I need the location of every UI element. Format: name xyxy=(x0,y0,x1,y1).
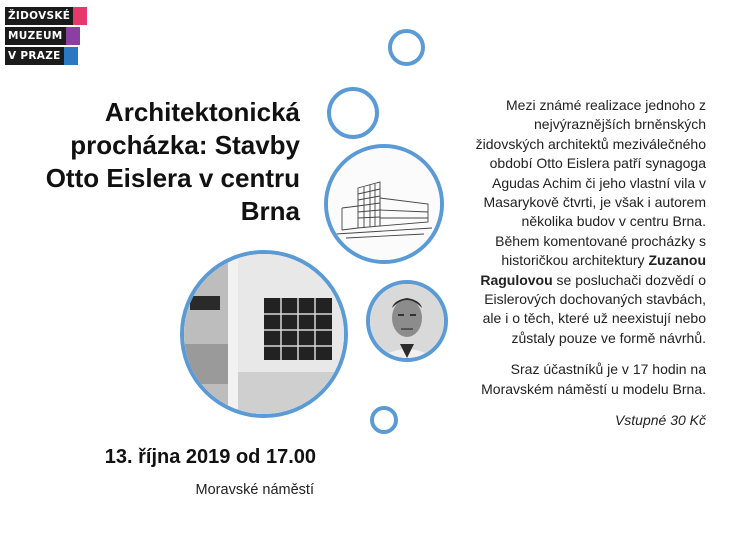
admission-fee: Vstupné 30 Kč xyxy=(614,412,706,429)
logo-color-bar xyxy=(66,27,80,45)
meeting-info: Sraz účastníků je v 17 hodin na Moravském náměstí u modelu Brna. xyxy=(481,361,706,397)
event-description xyxy=(474,96,706,443)
event-title: Architektonická procházka: Stavby Otto Eislera v centru Brna xyxy=(45,97,300,226)
decorative-ring-bottom xyxy=(370,406,398,434)
description-text-end: se posluchači dozvědí o Eislerových dochovaných stavbách, ale i o těch, které už neexistují nebo zůstaly pouze ve formě návrhů. xyxy=(482,271,706,346)
logo-line-1: ŽIDOVSKÉ xyxy=(5,7,73,25)
museum-logo xyxy=(5,7,91,67)
event-date: 13. října 2019 od 17.00 xyxy=(104,446,316,468)
logo-line-3: V PRAZE xyxy=(5,47,64,65)
logo-color-bar xyxy=(73,7,87,25)
description-text: Mezi známé realizace jednoho z nejvýraznějších brněnských židovských architektů meziválečného období Otto Eislera patří synagoga Agudas Achim či jeho vlastní vila v Masarykově čtvrti, je však i autorem několika budov v centru Brna. Během komentované procházky s historičkou architektury xyxy=(475,97,706,269)
event-location: Moravské náměstí xyxy=(195,482,314,498)
logo-color-bar xyxy=(64,47,78,65)
building-photo-image xyxy=(180,250,348,418)
decorative-ring-top xyxy=(388,29,425,66)
decorative-ring-small xyxy=(327,87,379,139)
architecture-sketch-image xyxy=(324,144,444,264)
logo-line-2: MUZEUM xyxy=(5,27,66,45)
description-paragraph xyxy=(474,96,706,348)
guide-name: Zuzanou Ragulovou xyxy=(480,252,706,288)
architect-portrait-image xyxy=(366,280,448,362)
